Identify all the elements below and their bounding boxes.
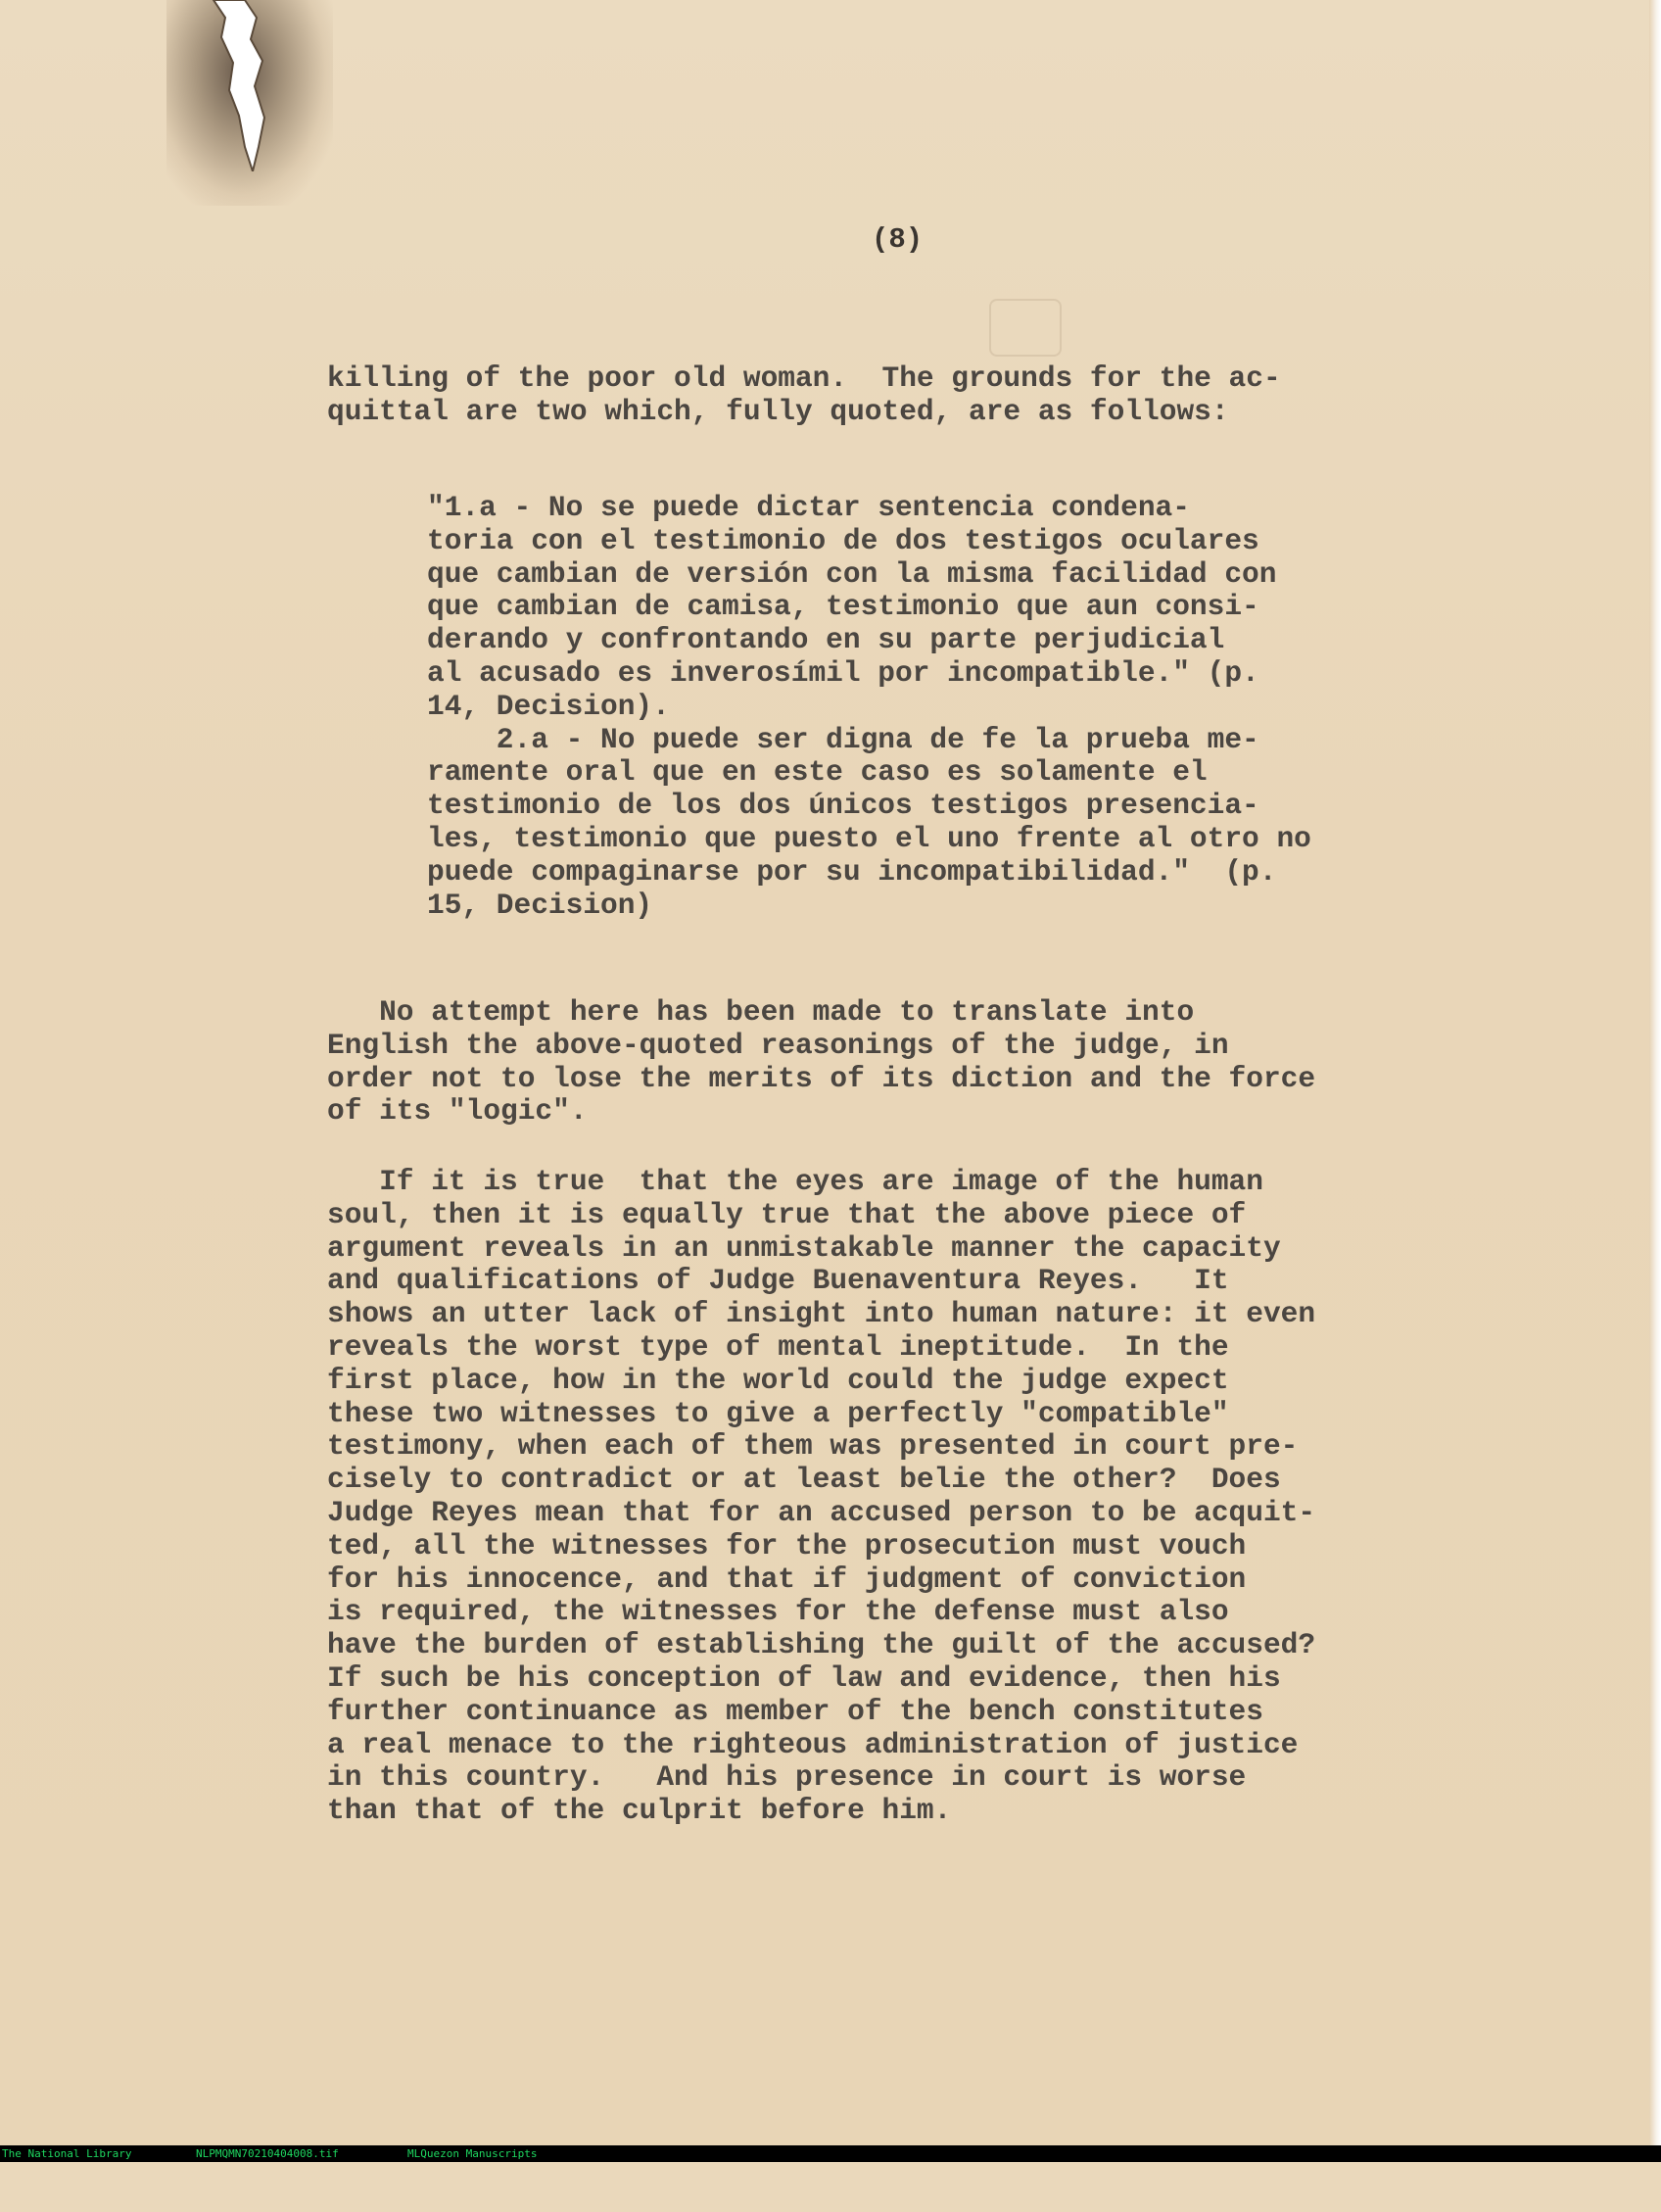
paragraph-intro: killing of the poor old woman. The grounds for the ac- quittal are two which, fully quoted, are as follows: bbox=[327, 361, 1281, 428]
paper-watermark bbox=[989, 299, 1062, 357]
paragraph-argument: If it is true that the eyes are image of the human soul, then it is equally true that the above piece of argument reveals in an unmistakable manner the capacity and qualifications of Judge Buenaventura Reyes. It shows an utter lack of insight into human nature: it even reveals the worst type of mental ineptitude. In the first place, how in the world could the judge expect these two witnesses to give a perfectly "compatible" testimony, when each of them was presented in court pre- cisely to contradict or at least belie the other? Does Judge Reyes mean that for an accused person to be acquit- ted, all the witnesses for the prosecution must vouch for his innocence, and that if judgment of conviction is required, the witnesses for the defense must also have the burden of establishing the guilt of the accused? If such be his conception of law and evidence, then his further continuance as member of the bench constitutes a real menace to the righteous administration of justice in this country. And his presence in court is worse than that of the culprit before him. bbox=[327, 1165, 1316, 1828]
footer-library: The National Library bbox=[2, 2147, 132, 2160]
page-edge bbox=[1649, 0, 1661, 2145]
footer-filename: NLPMQMN70210404008.tif bbox=[196, 2147, 339, 2160]
page-number: (8) bbox=[872, 223, 924, 256]
footer-collection: MLQuezon Manuscripts bbox=[407, 2147, 538, 2160]
spanish-quotation: "1.a - No se puede dictar sentencia condena- toria con el testimonio de dos testigos oculares que cambian de versión con la misma facilidad con que cambian de camisa, testimonio que aun consi- derando y confrontando en su parte perjudicial al acusado es inverosímil por incompatible." (p. 14, Decision). 2.a - No puede ser digna de fe la prueba me- ramente oral que en este caso es solamente el testimonio de los dos únicos testigos presencia- les, testimonio que puesto el uno frente al otro no puede compaginarse por su incompatibilidad." (p. 15, Decision) bbox=[427, 491, 1311, 922]
burn-hole bbox=[206, 0, 274, 171]
paragraph-translation-note: No attempt here has been made to translate into English the above-quoted reasonings of the judge, in order not to lose the merits of its diction and the force of its "logic". bbox=[327, 995, 1316, 1129]
scan-footer-bar bbox=[0, 2145, 1661, 2162]
